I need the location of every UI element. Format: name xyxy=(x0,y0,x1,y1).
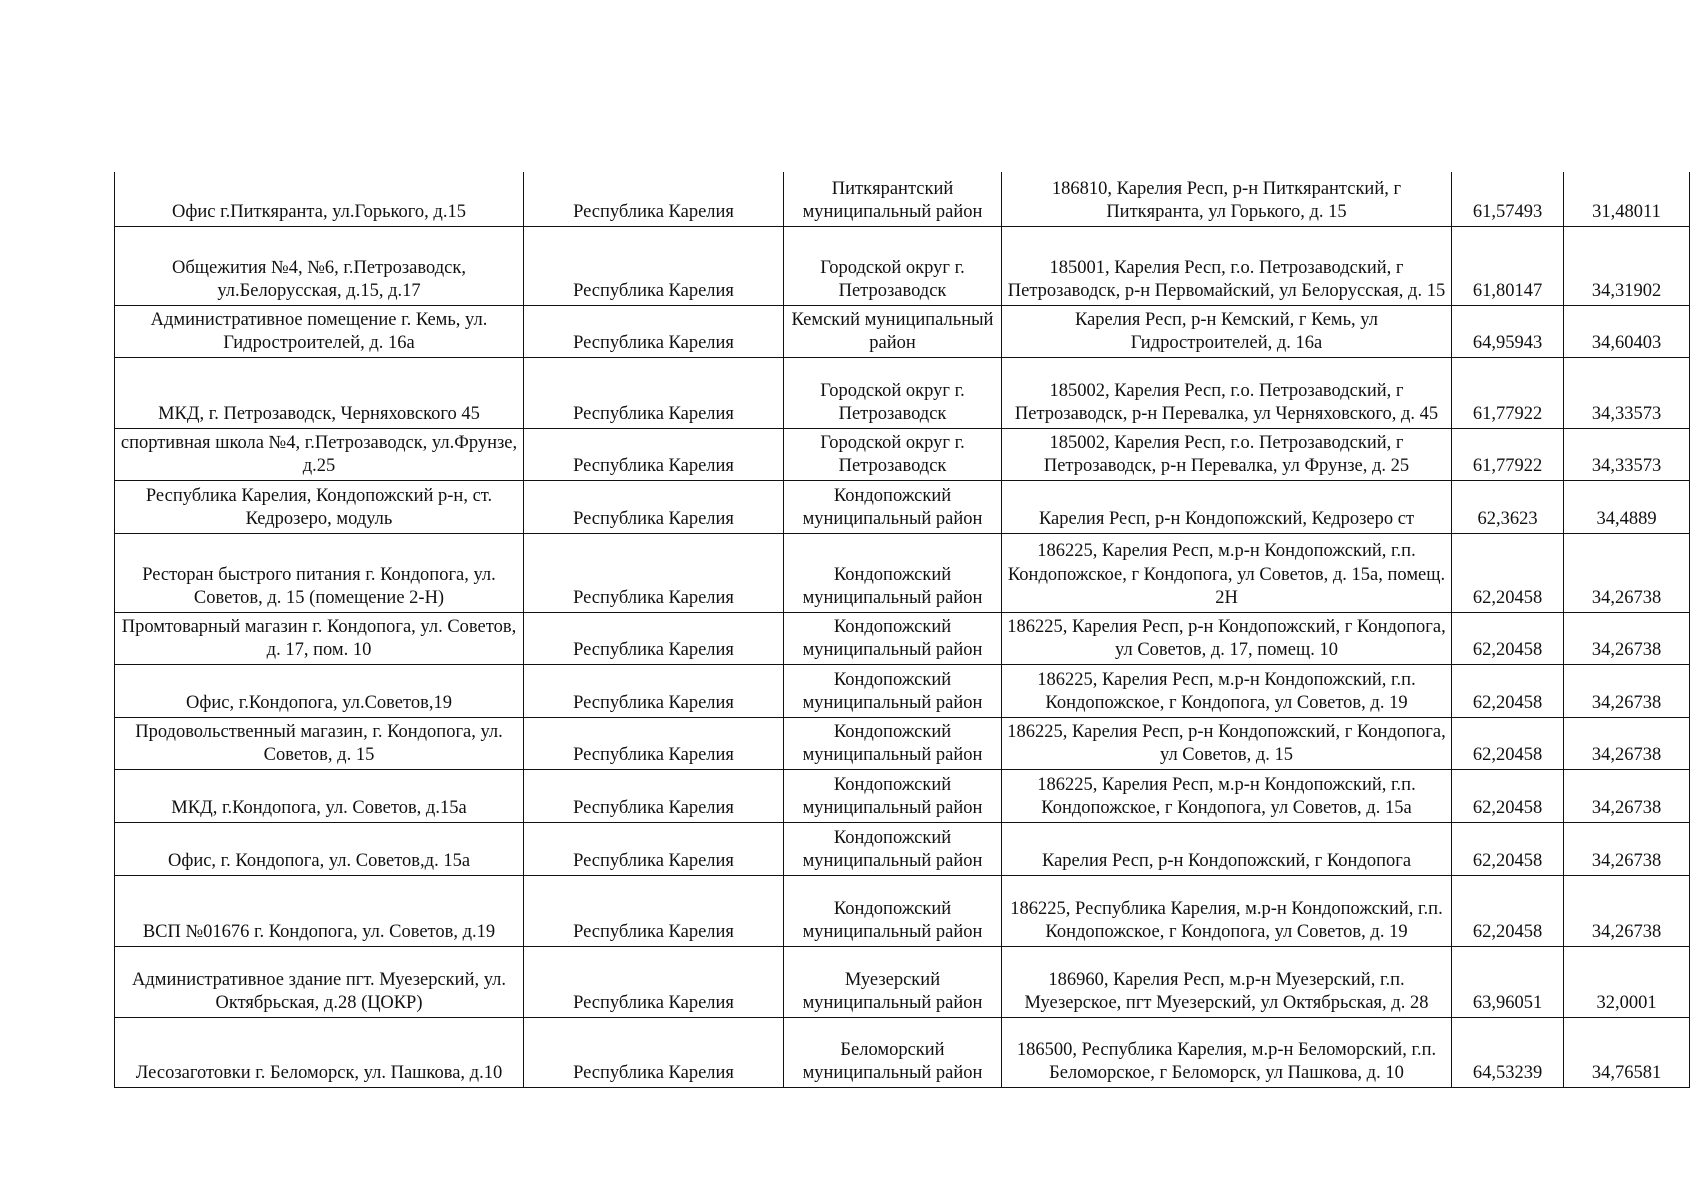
cell-object-name: Лесозаготовки г. Беломорск, ул. Пашкова, д.10 xyxy=(115,1017,524,1087)
cell-object-name: Офис, г.Кондопога, ул.Советов,19 xyxy=(115,664,524,717)
cell-address: 185002, Карелия Респ, г.о. Петрозаводский, г Петрозаводск, р-н Перевалка, ул Черняховского, д. 45 xyxy=(1002,357,1452,428)
cell-region: Республика Карелия xyxy=(524,428,784,480)
cell-longitude: 34,26738 xyxy=(1564,612,1690,664)
cell-latitude: 62,3623 xyxy=(1452,480,1564,533)
cell-address: Карелия Респ, р-н Кондопожский, Кедрозеро ст xyxy=(1002,480,1452,533)
table-row xyxy=(115,172,1690,226)
cell-district: Городской округ г. Петрозаводск xyxy=(784,226,1002,305)
cell-latitude: 62,20458 xyxy=(1452,875,1564,946)
cell-latitude: 61,77922 xyxy=(1452,428,1564,480)
cell-latitude: 64,53239 xyxy=(1452,1017,1564,1087)
table-row xyxy=(115,533,1690,612)
cell-object-name: МКД, г. Петрозаводск, Черняховского 45 xyxy=(115,357,524,428)
cell-longitude: 34,26738 xyxy=(1564,769,1690,822)
table-body xyxy=(115,172,1690,1087)
cell-object-name: МКД, г.Кондопога, ул. Советов, д.15а xyxy=(115,769,524,822)
cell-region: Республика Карелия xyxy=(524,172,784,226)
cell-latitude: 62,20458 xyxy=(1452,533,1564,612)
cell-object-name: Ресторан быстрого питания г. Кондопога, ул. Советов, д. 15 (помещение 2-Н) xyxy=(115,533,524,612)
cell-region: Республика Карелия xyxy=(524,769,784,822)
cell-longitude: 34,76581 xyxy=(1564,1017,1690,1087)
cell-district: Кемский муниципальный район xyxy=(784,305,1002,357)
cell-address: Карелия Респ, р-н Кемский, г Кемь, ул Гидростроителей, д. 16а xyxy=(1002,305,1452,357)
cell-object-name: Офис г.Питкяранта, ул.Горького, д.15 xyxy=(115,172,524,226)
cell-address: 186225, Карелия Респ, р-н Кондопожский, г Кондопога, ул Советов, д. 17, помещ. 10 xyxy=(1002,612,1452,664)
table-row xyxy=(115,717,1690,769)
cell-district: Кондопожский муниципальный район xyxy=(784,480,1002,533)
table-row xyxy=(115,480,1690,533)
cell-address: 186225, Карелия Респ, м.р-н Кондопожский, г.п. Кондопожское, г Кондопога, ул Советов, д. 19 xyxy=(1002,664,1452,717)
cell-longitude: 34,26738 xyxy=(1564,875,1690,946)
cell-latitude: 63,96051 xyxy=(1452,946,1564,1017)
cell-longitude: 34,33573 xyxy=(1564,428,1690,480)
cell-district: Городской округ г. Петрозаводск xyxy=(784,357,1002,428)
cell-region: Республика Карелия xyxy=(524,612,784,664)
cell-region: Республика Карелия xyxy=(524,226,784,305)
cell-region: Республика Карелия xyxy=(524,305,784,357)
cell-district: Кондопожский муниципальный район xyxy=(784,822,1002,875)
cell-district: Городской округ г. Петрозаводск xyxy=(784,428,1002,480)
cell-object-name: Административное помещение г. Кемь, ул. Гидростроителей, д. 16а xyxy=(115,305,524,357)
cell-district: Муезерский муниципальный район xyxy=(784,946,1002,1017)
cell-address: 185001, Карелия Респ, г.о. Петрозаводский, г Петрозаводск, р-н Первомайский, ул Белорусская, д. 15 xyxy=(1002,226,1452,305)
locations-table xyxy=(114,172,1690,1088)
cell-district: Кондопожский муниципальный район xyxy=(784,664,1002,717)
cell-region: Республика Карелия xyxy=(524,533,784,612)
cell-district: Кондопожский муниципальный район xyxy=(784,769,1002,822)
cell-object-name: Промтоварный магазин г. Кондопога, ул. Советов, д. 17, пом. 10 xyxy=(115,612,524,664)
table-row xyxy=(115,1017,1690,1087)
table-row xyxy=(115,305,1690,357)
table-row xyxy=(115,664,1690,717)
table-row xyxy=(115,946,1690,1017)
cell-region: Республика Карелия xyxy=(524,664,784,717)
cell-latitude: 62,20458 xyxy=(1452,664,1564,717)
cell-region: Республика Карелия xyxy=(524,946,784,1017)
cell-object-name: Продовольственный магазин, г. Кондопога, ул. Советов, д. 15 xyxy=(115,717,524,769)
cell-longitude: 34,60403 xyxy=(1564,305,1690,357)
table-row xyxy=(115,226,1690,305)
cell-region: Республика Карелия xyxy=(524,1017,784,1087)
cell-district: Кондопожский муниципальный район xyxy=(784,612,1002,664)
cell-object-name: Офис, г. Кондопога, ул. Советов,д. 15а xyxy=(115,822,524,875)
table-row xyxy=(115,612,1690,664)
table-row xyxy=(115,769,1690,822)
cell-district: Беломорский муниципальный район xyxy=(784,1017,1002,1087)
cell-address: 186960, Карелия Респ, м.р-н Муезерский, г.п. Муезерское, пгт Муезерский, ул Октябрьская, д. 28 xyxy=(1002,946,1452,1017)
cell-address: 186225, Карелия Респ, м.р-н Кондопожский, г.п. Кондопожское, г Кондопога, ул Советов, д. 15а xyxy=(1002,769,1452,822)
cell-latitude: 61,77922 xyxy=(1452,357,1564,428)
cell-address: 186225, Карелия Респ, р-н Кондопожский, г Кондопога, ул Советов, д. 15 xyxy=(1002,717,1452,769)
cell-address: 186225, Карелия Респ, м.р-н Кондопожский, г.п. Кондопожское, г Кондопога, ул Советов, д. 15а, помещ. 2Н xyxy=(1002,533,1452,612)
cell-longitude: 34,31902 xyxy=(1564,226,1690,305)
cell-region: Республика Карелия xyxy=(524,357,784,428)
table-row xyxy=(115,875,1690,946)
cell-latitude: 61,80147 xyxy=(1452,226,1564,305)
cell-latitude: 62,20458 xyxy=(1452,612,1564,664)
cell-district: Питкярантский муниципальный район xyxy=(784,172,1002,226)
cell-region: Республика Карелия xyxy=(524,822,784,875)
cell-latitude: 62,20458 xyxy=(1452,822,1564,875)
cell-object-name: Общежития №4, №6, г.Петрозаводск, ул.Белорусская, д.15, д.17 xyxy=(115,226,524,305)
cell-district: Кондопожский муниципальный район xyxy=(784,875,1002,946)
cell-longitude: 34,26738 xyxy=(1564,822,1690,875)
cell-object-name: Республика Карелия, Кондопожский р-н, ст. Кедрозеро, модуль xyxy=(115,480,524,533)
cell-region: Республика Карелия xyxy=(524,875,784,946)
table-row xyxy=(115,822,1690,875)
cell-longitude: 34,26738 xyxy=(1564,533,1690,612)
cell-region: Республика Карелия xyxy=(524,480,784,533)
cell-latitude: 64,95943 xyxy=(1452,305,1564,357)
cell-longitude: 34,4889 xyxy=(1564,480,1690,533)
cell-address: 185002, Карелия Респ, г.о. Петрозаводский, г Петрозаводск, р-н Перевалка, ул Фрунзе, д. 25 xyxy=(1002,428,1452,480)
cell-longitude: 34,33573 xyxy=(1564,357,1690,428)
cell-latitude: 61,57493 xyxy=(1452,172,1564,226)
table-row xyxy=(115,357,1690,428)
cell-object-name: спортивная школа №4, г.Петрозаводск, ул.Фрунзе, д.25 xyxy=(115,428,524,480)
cell-longitude: 31,48011 xyxy=(1564,172,1690,226)
cell-latitude: 62,20458 xyxy=(1452,717,1564,769)
cell-longitude: 34,26738 xyxy=(1564,717,1690,769)
cell-district: Кондопожский муниципальный район xyxy=(784,717,1002,769)
table-row xyxy=(115,428,1690,480)
cell-longitude: 34,26738 xyxy=(1564,664,1690,717)
cell-address: 186810, Карелия Респ, р-н Питкярантский, г Питкяранта, ул Горького, д. 15 xyxy=(1002,172,1452,226)
cell-district: Кондопожский муниципальный район xyxy=(784,533,1002,612)
cell-address: 186500, Республика Карелия, м.р-н Беломорский, г.п. Беломорское, г Беломорск, ул Пашкова, д. 10 xyxy=(1002,1017,1452,1087)
cell-region: Республика Карелия xyxy=(524,717,784,769)
cell-object-name: Административное здание пгт. Муезерский, ул. Октябрьская, д.28 (ЦОКР) xyxy=(115,946,524,1017)
cell-object-name: ВСП №01676 г. Кондопога, ул. Советов, д.19 xyxy=(115,875,524,946)
cell-address: 186225, Республика Карелия, м.р-н Кондопожский, г.п. Кондопожское, г Кондопога, ул Советов, д. 19 xyxy=(1002,875,1452,946)
cell-longitude: 32,0001 xyxy=(1564,946,1690,1017)
cell-latitude: 62,20458 xyxy=(1452,769,1564,822)
cell-address: Карелия Респ, р-н Кондопожский, г Кондопога xyxy=(1002,822,1452,875)
